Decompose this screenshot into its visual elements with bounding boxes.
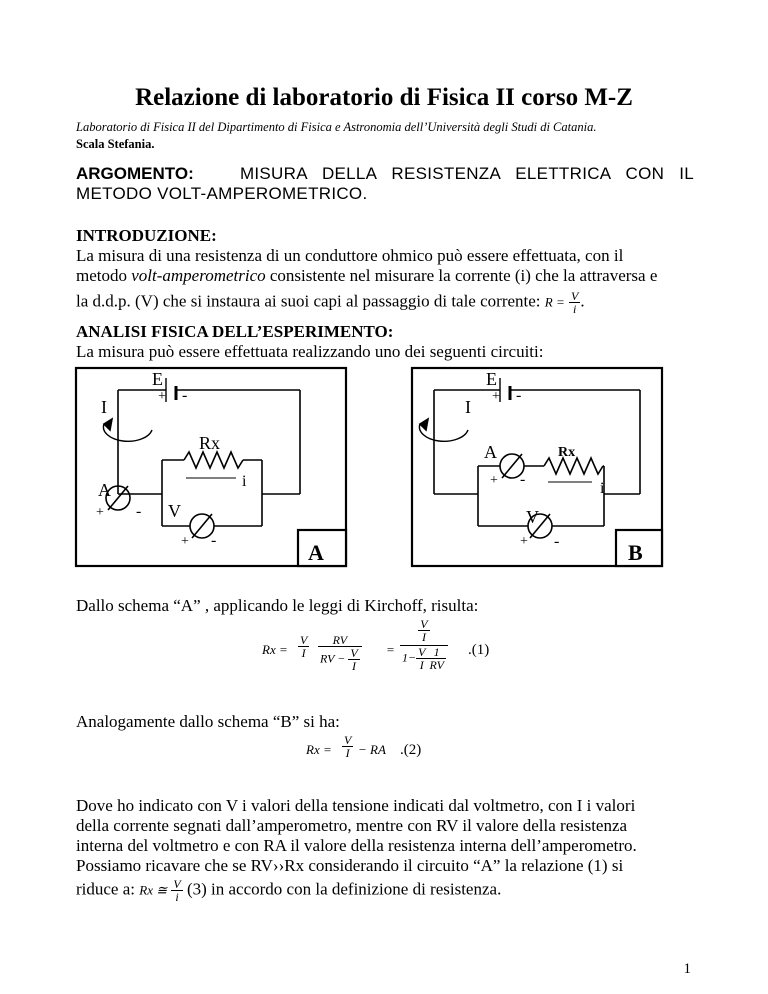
intro-line1: La misura di una resistenza di un conduttore ohmico può essere effettuata, con il <box>76 246 624 265</box>
concl-eq-lhs: Rx ≅ <box>139 882 168 898</box>
analisi-heading: ANALISI FISICA DELL’ESPERIMENTO: <box>76 322 394 341</box>
page-number: 1 <box>683 961 691 977</box>
eq1-top-I: I <box>421 630 426 644</box>
concl-line5-b: (3) in accordo con la definizione di resistenza. <box>186 879 502 899</box>
eq1-top-frac <box>418 618 429 643</box>
intro-line2-em: volt-amperometrico <box>131 266 266 285</box>
analisi-line1: La misura può essere effettuata realizzando uno dei seguenti circuiti: <box>76 342 544 361</box>
circuit-b-E: E <box>486 369 497 389</box>
intro-formula-num: V <box>570 289 579 303</box>
circuit-a-V-minus: - <box>211 532 217 549</box>
introduzione-heading: INTRODUZIONE: <box>76 226 217 245</box>
circuit-b-ammeter-needle <box>502 454 522 478</box>
circuit-a-resistor <box>184 452 243 468</box>
eq2-frac <box>342 734 353 759</box>
eq1-bottom <box>400 646 448 671</box>
circuit-b-A: A <box>484 442 497 462</box>
circuit-a-plus-batt: + <box>158 389 166 404</box>
circuit-b-plus-batt: + <box>492 389 500 404</box>
eq2-tag: .(2) <box>400 742 422 758</box>
concl-eq-den: i <box>175 890 179 904</box>
eq2-rest: − RA <box>358 742 386 757</box>
eq1-lhs: Rx = <box>262 642 288 657</box>
eq1-tag: .(1) <box>468 642 490 658</box>
eq1-top <box>400 618 448 646</box>
concl-line5 <box>76 878 694 903</box>
concl-line3: interna del voltmetro e con RA il valore della resistenza interna dell’amperometro. <box>76 836 637 855</box>
eq1-vi-num: V <box>350 646 358 660</box>
circuit-a-label: A <box>308 540 324 565</box>
equation-2 <box>306 734 506 774</box>
eq2-V: V <box>344 733 352 747</box>
eq1-bottom-frac2 <box>427 646 445 671</box>
eq1-frac-vi-inner <box>348 647 359 672</box>
circuit-a-V-plus: + <box>181 534 189 549</box>
equation-1 <box>262 618 602 688</box>
circuit-a-minus-batt: - <box>182 387 188 404</box>
eq2-I: I <box>345 746 350 760</box>
eq1-1minus: 1− <box>402 650 417 665</box>
eq1-V: V <box>300 633 308 647</box>
eq1-den1 <box>318 647 362 672</box>
circuit-a-A-minus: - <box>136 503 142 520</box>
circuit-a-Rx: Rx <box>199 433 221 453</box>
concl-eq-frac <box>171 878 182 903</box>
circuit-b-Rx: Rx <box>558 445 576 460</box>
eq1-equals: = <box>386 642 395 657</box>
circuit-a-arrowhead <box>104 419 112 430</box>
eq1-frac-right <box>400 618 448 671</box>
circuit-b-I: I <box>465 397 471 417</box>
concl-line2: della corrente segnati dall’amperometro, mentre con RV il valore della resistenza <box>76 816 628 835</box>
schema-a-line: Dallo schema “A” , applicando le leggi di Kirchoff, risulta: <box>76 596 479 615</box>
circuit-b-i: i <box>600 480 605 497</box>
eq1-top-V: V <box>420 617 428 631</box>
eq1-bottom-1: 1 <box>427 646 445 659</box>
intro-line2-a: metodo <box>76 266 132 285</box>
circuit-a-V: V <box>168 501 181 521</box>
schema-b-line: Analogamente dallo schema “B” si ha: <box>76 712 340 731</box>
intro-formula-end: . <box>580 291 585 311</box>
argomento-text2: METODO VOLT-AMPEROMETRICO. <box>76 184 368 203</box>
eq1-frac-VI <box>298 634 309 659</box>
circuit-b-minus-batt: - <box>516 387 522 404</box>
eq1-bottom-RV: RV <box>429 658 444 672</box>
author: Scala Stefania. <box>76 137 155 151</box>
concl-line5-a: riduce a: <box>76 879 135 899</box>
eq1-bottom-I: I <box>419 658 424 672</box>
eq1-bottom-frac1 <box>416 646 427 671</box>
circuit-b-A-minus: - <box>520 471 526 488</box>
circuit-b-V-plus: + <box>520 534 528 549</box>
circuit-b-label: B <box>628 540 643 565</box>
circuit-a-A-plus: + <box>96 505 104 520</box>
circuit-b-V-minus: - <box>554 533 560 550</box>
concl-line4: Possiamo ricavare che se RV››Rx considerando il circuito “A” la relazione (1) si <box>76 856 624 875</box>
argomento-text1: MISURA DELLA RESISTENZA ELETTRICA CON IL <box>239 164 694 183</box>
argomento-label: ARGOMENTO: <box>76 164 194 183</box>
page-title: Relazione di laboratorio di Fisica II corso M-Z <box>135 84 633 111</box>
circuit-a-voltmeter-needle <box>192 514 212 538</box>
circuit-a-E: E <box>152 369 163 389</box>
eq1-den1-text: RV − <box>320 651 346 666</box>
eq1-bottom-V: V <box>418 645 426 659</box>
circuit-a-i: i <box>242 473 247 490</box>
eq1-I: I <box>301 646 306 660</box>
eq1-vi-den: I <box>352 659 356 673</box>
circuit-b-V: V <box>526 507 539 527</box>
circuit-b-resistor <box>544 458 603 474</box>
subtitle: Laboratorio di Fisica II del Dipartimento di Fisica e Astronomia dell’Università degli Studi di Catania. <box>76 120 597 134</box>
circuit-b-A-plus: + <box>490 473 498 488</box>
eq2-lhs: Rx = <box>306 742 332 757</box>
intro-line2-b: consistente nel misurare la corrente (i) che la attraversa e <box>265 266 658 285</box>
circuit-a-A: A <box>98 480 111 500</box>
intro-formula-den: i <box>572 302 577 316</box>
intro-formula-R: R = <box>544 294 565 310</box>
eq1-RV: RV <box>318 634 362 647</box>
concl-eq-num: V <box>173 877 181 891</box>
eq1-frac-RV <box>318 634 362 672</box>
circuit-a-I: I <box>101 397 107 417</box>
circuit-b-arrowhead <box>420 419 428 430</box>
concl-line1: Dove ho indicato con V i valori della tensione indicati dal voltmetro, con I i valori <box>76 796 636 815</box>
intro-line3-text: la d.d.p. (V) che si instaura ai suoi capi al passaggio di tale corrente: <box>76 291 541 311</box>
circuit-b <box>412 368 662 566</box>
